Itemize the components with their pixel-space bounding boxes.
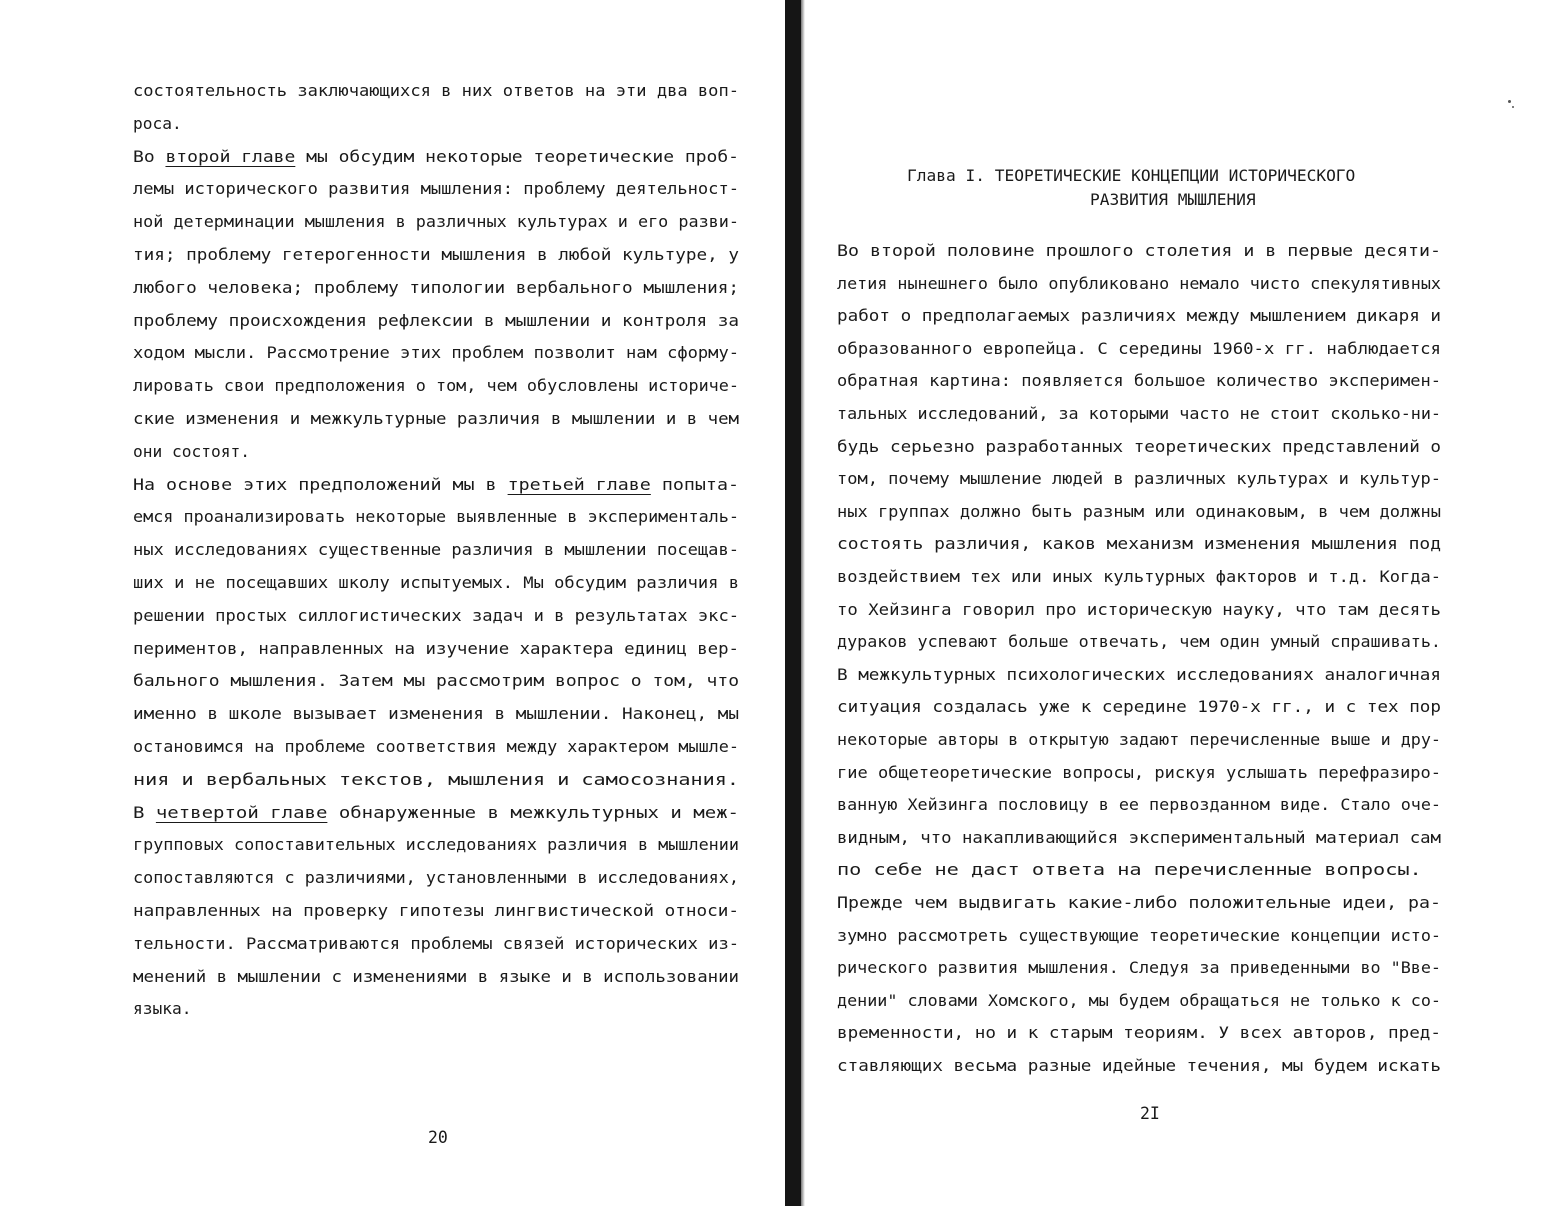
text-line: любого человека; проблему типологии вербального мышления; [133, 277, 740, 297]
text-line: работ о предполагаемых различиях между мышлением дикаря и [837, 306, 1442, 326]
text-line: направленных на проверку гипотезы лингвистической относи- [133, 901, 740, 920]
text-line: ванную Хейзинга пословицу в ее первозданном виде. Стало оче- [837, 795, 1441, 815]
text-line: тия; проблему гетерогенности мышления в любой культуре, у [133, 245, 740, 264]
text-line: тельности. Рассматриваются проблемы связей исторических из- [133, 933, 739, 953]
text-line: дураков успевают больше отвечать, чем один умный спрашивать. [837, 632, 1441, 652]
right-page [800, 0, 1543, 1206]
underlined-chapter-reference: четвертой главе [155, 802, 328, 822]
text-line: зумно рассмотреть существующие теоретические концепции исто- [837, 925, 1441, 945]
text-line: В межкультурных психологических исследованиях аналогичная [837, 664, 1442, 684]
underlined-chapter-reference: второй главе [165, 146, 296, 166]
text-line: ных группах должно быть разным или одинаковым, в чем должны [837, 501, 1441, 521]
text-line: дении" словами Хомского, мы будем обращаться не только к со- [837, 990, 1441, 1010]
text-line: остановимся на проблеме соответствия между характером мышле- [133, 737, 739, 756]
chapter-heading-line1: Глава I. ТЕОРЕТИЧЕСКИЕ КОНЦЕПЦИИ ИСТОРИЧЕСКОГО [907, 166, 1356, 185]
text-line: состоять различия, каков механизм изменения мышления под [837, 534, 1441, 554]
text-line: бального мышления. Затем мы рассмотрим вопрос о том, что [133, 671, 740, 691]
book-spine [785, 0, 801, 1206]
left-page-number: 20 [428, 1128, 448, 1147]
text-line: ставляющих весьма разные идейные течения, мы будем искать [837, 1056, 1442, 1075]
text-line: видным, что накапливающийся экспериментальный материал сам [837, 827, 1441, 847]
text-line: будь серьезно разработанных теоретических представлений о [837, 436, 1442, 456]
text-line: ния и вербальных текстов, мышления и самосознания. [133, 769, 740, 789]
text-line: ситуация создалась уже к середине 1970-х гг., и с тех пор [837, 697, 1442, 717]
text-line: сопоставляются с различиями, установленными в исследованиях, [133, 868, 739, 888]
text-line: некоторые авторы в открытую задают перечисленные выше и дру- [837, 730, 1441, 749]
text-line: На основе этих предположений мы в третьей главе попыта- [133, 474, 739, 494]
text-line: ной детерминации мышления в различных культурах и его разви- [133, 212, 739, 232]
text-line: проблему происхождения рефлексии в мышлении и контроля за [133, 310, 740, 330]
text-line: емся проанализировать некоторые выявленные в эксперименталь- [133, 507, 739, 527]
text-line: они состоят. [133, 441, 250, 461]
text-line: решении простых силлогистических задач и в результатах экс- [133, 605, 739, 625]
text-line: ных исследованиях существенные различия в мышлении посещав- [133, 540, 739, 560]
text-line: тальных исследований, за которыми часто не стоит сколько-ни- [837, 404, 1441, 423]
chapter-heading-line2: РАЗВИТИЯ МЫШЛЕНИЯ [1090, 190, 1256, 209]
dust-speck [1508, 100, 1511, 103]
text-line: Во второй половине прошлого столетия и в первые десяти- [837, 241, 1441, 260]
text-line: лемы исторического развития мышления: проблему деятельност- [133, 179, 739, 199]
text-line: образованного европейца. С середины 1960-х гг. наблюдается [837, 338, 1441, 358]
text-line: языка. [133, 999, 192, 1019]
text-line: периментов, направленных на изучение характера единиц вер- [133, 638, 740, 658]
text-line: ших и не посещавших школу испытуемых. Мы обсудим различия в [133, 573, 739, 592]
text-line: то Хейзинга говорил про историческую науку, что там десять [837, 599, 1441, 619]
text-line: менений в мышлении с изменениями в языке и в использовании [133, 966, 740, 986]
text-line: состоятельность заключающихся в них ответов на эти два воп- [133, 81, 739, 100]
text-line: роса. [133, 113, 182, 133]
text-line: гие общетеоретические вопросы, рискуя услышать перефразиро- [837, 762, 1441, 782]
underlined-chapter-reference: третьей главе [507, 474, 651, 494]
text-line: В четвертой главе обнаруженные в межкультурных и меж- [133, 802, 740, 822]
text-line: лировать свои предположения о том, чем обусловлены историче- [133, 376, 739, 396]
text-line: том, почему мышление людей в различных культурах и культур- [837, 469, 1441, 489]
text-line: рического развития мышления. Следуя за приведенными во "Вве- [837, 958, 1441, 978]
text-line: ские изменения и межкультурные различия в мышлении и в чем [133, 409, 740, 428]
dust-speck [1512, 106, 1514, 108]
text-line: временности, но и к старым теориям. У всех авторов, пред- [837, 1023, 1442, 1043]
text-line: групповых сопоставительных исследованиях различия в мышлении [133, 835, 739, 855]
text-line: летия нынешнего было опубликовано немало чисто спекулятивных [837, 273, 1441, 293]
right-page-number: 2I [1140, 1104, 1160, 1123]
text-line: именно в школе вызывает изменения в мышлении. Наконец, мы [133, 704, 740, 724]
text-line: обратная картина: появляется большое количество эксперимен- [837, 371, 1441, 391]
text-line: по себе не даст ответа на перечисленные вопросы. [837, 860, 1422, 880]
text-line: Во второй главе мы обсудим некоторые теоретические проб- [133, 146, 739, 166]
text-line: ходом мысли. Рассмотрение этих проблем позволит нам сформу- [133, 343, 739, 363]
text-line: Прежде чем выдвигать какие-либо положительные идеи, ра- [837, 893, 1441, 912]
text-line: воздействием тех или иных культурных факторов и т.д. Когда- [837, 567, 1441, 586]
